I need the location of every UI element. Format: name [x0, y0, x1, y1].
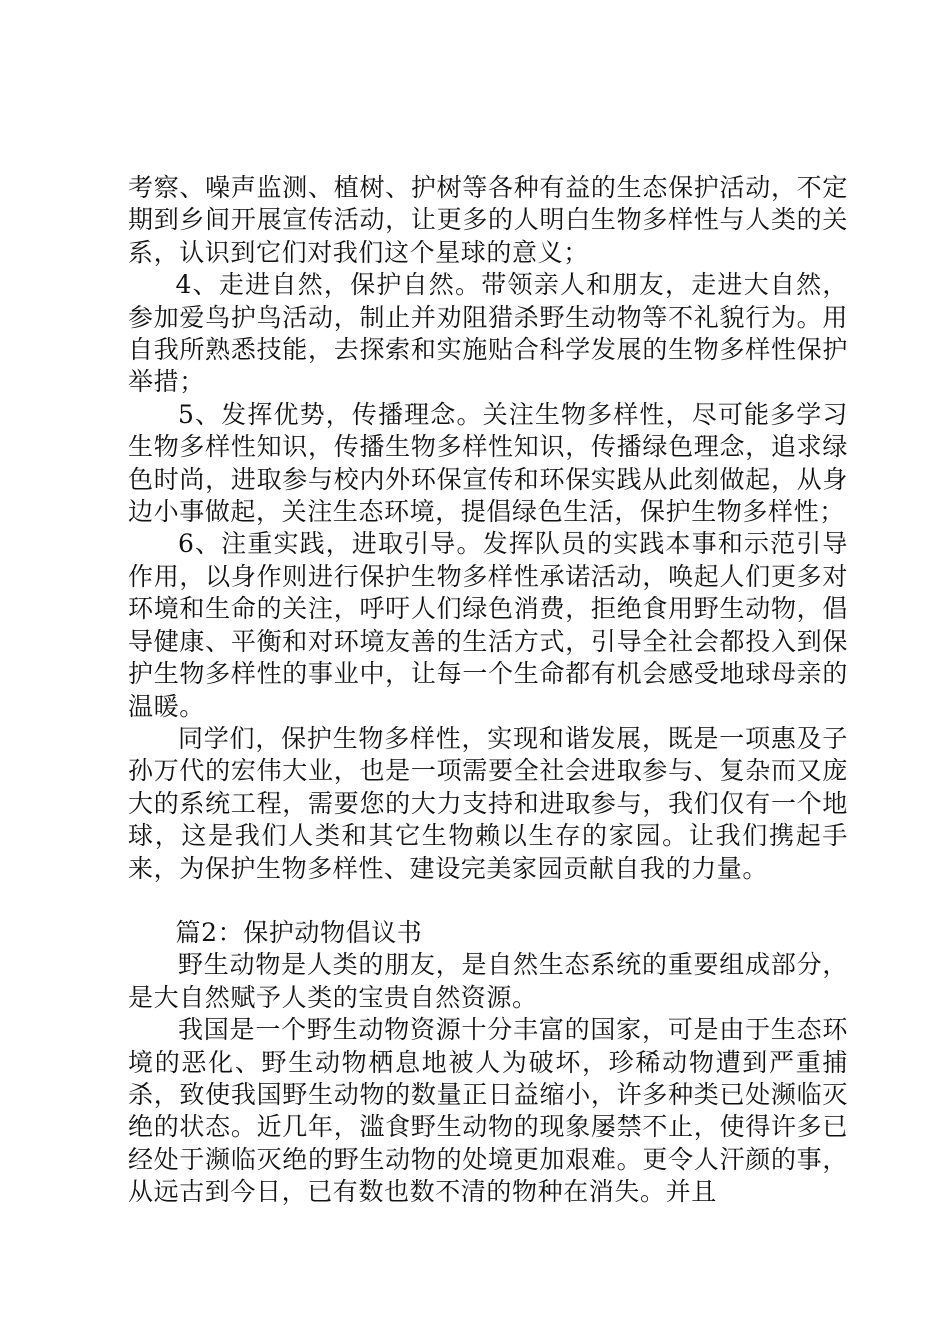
- section-spacer: [128, 885, 848, 917]
- section-heading: 篇2：保护动物倡议书: [175, 917, 423, 947]
- paragraph-item-6: 6、注重实践，进取引导。发挥队员的实践本事和示范引导作用，以身作则进行保护生物多样性承诺活动，唤起人们更多对环境和生命的关注，呼吁人们绿色消费，拒绝食用野生动物，倡导健康、平衡和对环境友善的生活方式，引导全社会都投入到保护生物多样性的事业中，让每一个生命都有机会感受地球母亲的温暖。: [128, 529, 848, 721]
- paragraph-section2-body: 我国是一个野生动物资源十分丰富的国家，可是由于生态环境的恶化、野生动物栖息地被人为破坏，珍稀动物遭到严重捕杀，致使我国野生动物的数量正日益缩小，许多种类已处濒临灭绝的状态。近几年，滥食野生动物的现象屡禁不止，使得许多已经处于濒临灭绝的野生动物的处境更加艰难。更令人汗颜的事，从远古到今日，已有数也数不清的物种在消失。并且: [128, 1015, 848, 1207]
- paragraph-continuation: 考察、噪声监测、植树、护树等各种有益的生态保护活动，不定期到乡间开展宣传活动，让更多的人明白生物多样性与人类的关系，认识到它们对我们这个星球的意义；: [128, 173, 848, 267]
- paragraph-item-4: 4、走进自然，保护自然。带领亲人和朋友，走进大自然，参加爱鸟护鸟活动，制止并劝阻猎杀野生动物等不礼貌行为。用自我所熟悉技能，去探索和实施贴合科学发展的生物多样性保护举措；: [128, 270, 848, 397]
- document-body: [128, 172, 848, 1209]
- paragraph-item-5: 5、发挥优势，传播理念。关注生物多样性，尽可能多学习生物多样性知识，传播生物多样性知识，传播绿色理念，追求绿色时尚，进取参与校内外环保宣传和环保实践从此刻做起，从身边小事做起，关注生态环境，提倡绿色生活，保护生物多样性；: [128, 399, 848, 527]
- paragraph-closing: 同学们，保护生物多样性，实现和谐发展，既是一项惠及子孙万代的宏伟大业，也是一项需要全社会进取参与、复杂而又庞大的系统工程，需要您的大力支持和进取参与，我们仅有一个地球，这是我们人类和其它生物赖以生存的家园。让我们携起手来，为保护生物多样性、建设完美家园贡献自我的力量。: [128, 723, 848, 883]
- paragraph-section2-intro: 野生动物是人类的朋友，是自然生态系统的重要组成部分，是大自然赋予人类的宝贵自然资源。: [128, 950, 848, 1012]
